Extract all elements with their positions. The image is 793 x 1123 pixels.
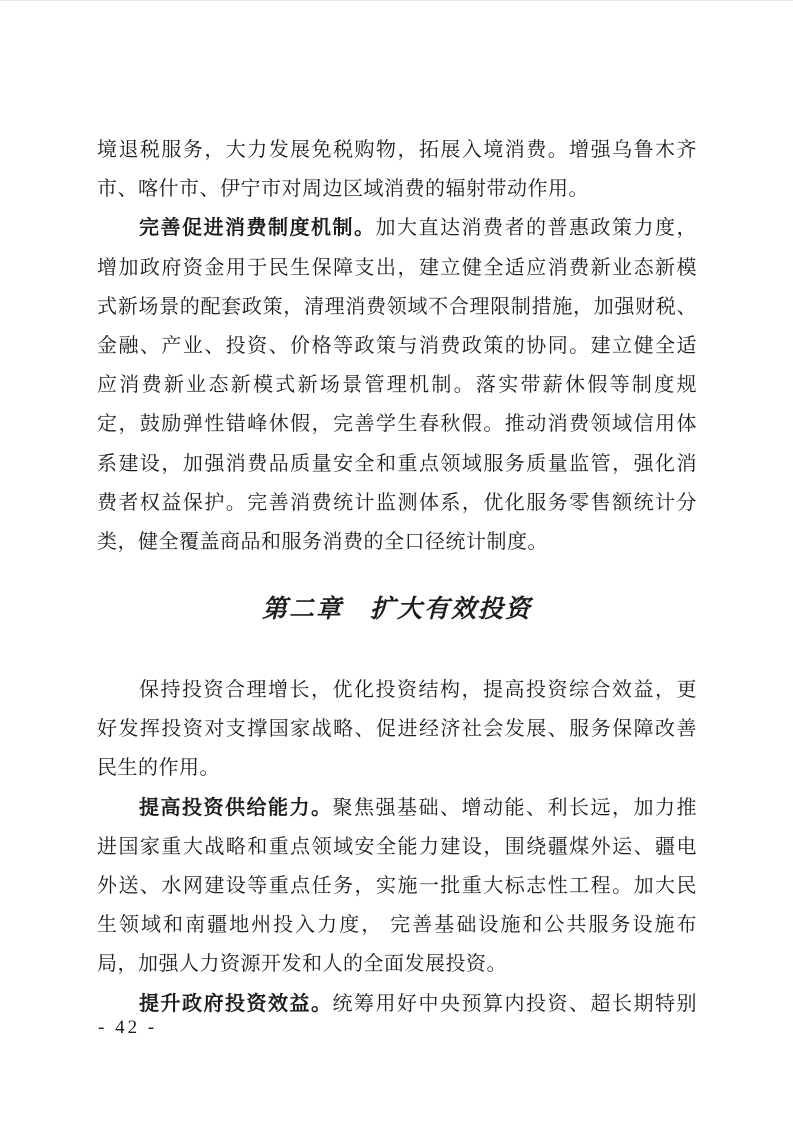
chapter-heading: 第二章 扩大有效投资 <box>261 596 532 623</box>
para2-line2: 增加政府资金用于民生保障支出，建立健全适应消费新业态新模 <box>97 256 697 279</box>
para2-line9: 类，健全覆盖商品和服务消费的全口径统计制度。 <box>97 531 548 554</box>
para2-bold-lead: 完善促进消费制度机制。 <box>139 217 376 240</box>
para1-line1: 境退税服务，大力发展免税购物，拓展入境消费。增强乌鲁木齐 <box>97 139 697 161</box>
para2-line1-rest: 加大直达消费者的普惠政策力度， <box>375 217 697 240</box>
para4-line4: 生领域和南疆地州投入力度， 完善基础设施和公共服务设施布 <box>97 914 697 937</box>
para5-line1 <box>139 985 697 1024</box>
para2-line4: 金融、产业、投资、价格等政策与消费政策的协同。建立健全适 <box>97 335 697 358</box>
para2-line1 <box>139 209 697 248</box>
para3-line3: 民生的作用。 <box>97 757 220 780</box>
para2-line6: 定，鼓励弹性错峰休假，完善学生春秋假。推动消费领域信用体 <box>97 413 697 436</box>
para2-line3: 式新场景的配套政策，清理消费领域不合理限制措施，加强财税、 <box>97 295 697 318</box>
para2-line5: 应消费新业态新模式新场景管理机制。落实带薪休假等制度规 <box>97 374 697 397</box>
para5-line1-rest: 统筹用好中央预算内投资、超长期特别 <box>332 992 697 1015</box>
para1-line2: 市、喀什市、伊宁市对周边区域消费的辐射带动作用。 <box>97 178 589 201</box>
para4-line1 <box>139 789 697 828</box>
para4-bold-lead: 提高投资供给能力。 <box>139 796 333 819</box>
para4-line5: 局，加强人力资源开发和人的全面发展投资。 <box>97 953 507 976</box>
para2-line8: 费者权益保护。完善消费统计监测体系，优化服务零售额统计分 <box>97 491 697 514</box>
para3-line1: 保持投资合理增长，优化投资结构，提高投资综合效益，更 <box>139 679 697 701</box>
page-number: - 42 - <box>98 1017 158 1038</box>
body-text-block-lower <box>97 671 697 1024</box>
para4-line1-rest: 聚焦强基础、增动能、利长远，加力推 <box>332 796 697 819</box>
para5-bold-lead: 提升政府投资效益。 <box>139 992 333 1015</box>
para2-line7: 系建设，加强消费品质量安全和重点领域服务质量监管，强化消 <box>97 452 697 475</box>
para3-line2: 好发挥投资对支撑国家战略、促进经济社会发展、服务保障改善 <box>97 718 697 741</box>
para4-line3: 外送、水网建设等重点任务，实施一批重大标志性工程。加大民 <box>97 875 697 898</box>
body-text-block-upper <box>97 131 697 562</box>
para4-line2: 进国家重大战略和重点领域安全能力建设，围绕疆煤外运、疆电 <box>97 835 697 858</box>
